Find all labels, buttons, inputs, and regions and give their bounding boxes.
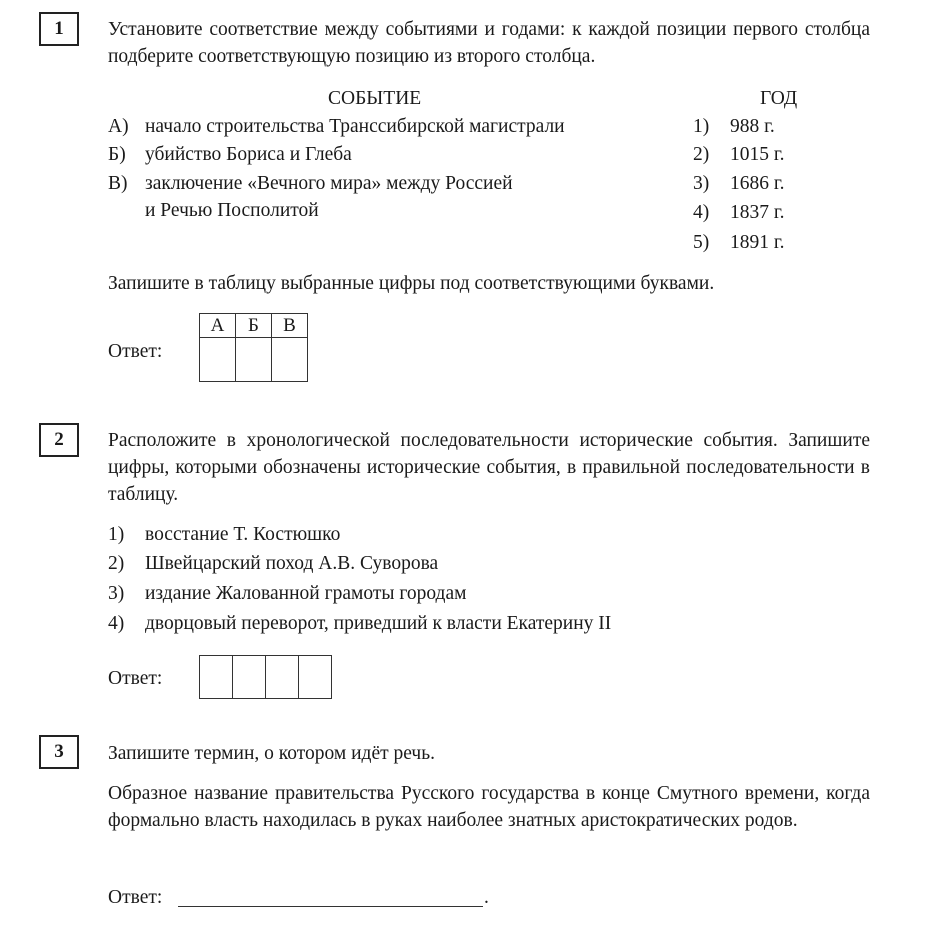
answer-table-header-v: В: [272, 314, 308, 338]
q1-event-text: убийство Бориса и Глеба: [145, 144, 352, 165]
q1-year-text: 1891 г.: [730, 232, 785, 253]
q1-event-text: начало строительства Транссибирской магистрали: [145, 116, 565, 137]
q1-event-text: заключение «Вечного мира» между Россией: [145, 173, 513, 194]
q2-item-text: издание Жалованной грамоты городам: [145, 583, 467, 604]
q1-year-column-header: ГОД: [760, 88, 798, 109]
question-number-2: 2: [39, 423, 79, 457]
answer-cell[interactable]: [200, 656, 233, 699]
q1-event-column-header: СОБЫТИЕ: [328, 88, 422, 109]
q1-answer-label: Ответ:: [108, 341, 163, 362]
q3-instruction: Запишите термин, о котором идёт речь.: [108, 743, 435, 764]
q2-item-number: 1): [108, 524, 125, 545]
q1-year-number: 5): [693, 232, 710, 253]
q1-event-letter: Б): [108, 144, 126, 165]
q1-event-letter: В): [108, 173, 128, 194]
q2-instruction: Расположите в хронологической последовательности исторические события. Запишите цифры, которыми обозначены исторические события, в правильной последовательности в таблицу.: [108, 430, 870, 505]
answer-cell-b[interactable]: [236, 338, 272, 382]
q2-item-number: 2): [108, 553, 125, 574]
q2-item-number: 3): [108, 583, 125, 604]
q2-answer-table: [199, 655, 332, 699]
answer-cell-a[interactable]: [200, 338, 236, 382]
answer-cell[interactable]: [299, 656, 332, 699]
q1-year-number: 3): [693, 173, 710, 194]
answer-table-header-b: Б: [236, 314, 272, 338]
answer-cell[interactable]: [266, 656, 299, 699]
q3-body: Образное название правительства Русского государства в конце Смутного времени, когда формально власть находилась в руках наиболее знатных аристократических родов.: [108, 783, 870, 831]
q2-answer-label: Ответ:: [108, 668, 163, 689]
q1-year-number: 1): [693, 116, 710, 137]
q1-year-text: 1837 г.: [730, 202, 785, 223]
q1-year-text: 1015 г.: [730, 144, 785, 165]
q1-answer-table: [199, 313, 308, 382]
question-number-3: 3: [39, 735, 79, 769]
q1-year-text: 988 г.: [730, 116, 775, 137]
q1-instruction: Установите соответствие между событиями и годами: к каждой позиции первого столбца подберите соответствующую позицию из второго столбца.: [108, 19, 870, 67]
q2-item-text: восстание Т. Костюшко: [145, 524, 341, 545]
q3-answer-line[interactable]: [178, 885, 483, 907]
question-number-1: 1: [39, 12, 79, 46]
q1-event-text-continued: и Речью Посполитой: [145, 200, 319, 221]
answer-table-header-a: А: [200, 314, 236, 338]
q3-answer-label: Ответ:: [108, 887, 163, 908]
q1-year-number: 2): [693, 144, 710, 165]
q3-answer-period: .: [484, 887, 489, 908]
q2-item-number: 4): [108, 613, 125, 634]
answer-cell[interactable]: [233, 656, 266, 699]
q2-item-text: Швейцарский поход А.В. Суворова: [145, 553, 439, 574]
q1-table-instruction: Запишите в таблицу выбранные цифры под соответствующими буквами.: [108, 273, 715, 294]
q1-year-text: 1686 г.: [730, 173, 785, 194]
q1-year-number: 4): [693, 202, 710, 223]
q2-item-text: дворцовый переворот, приведший к власти Екатерину II: [145, 613, 612, 634]
answer-cell-v[interactable]: [272, 338, 308, 382]
q1-event-letter: А): [108, 116, 129, 137]
